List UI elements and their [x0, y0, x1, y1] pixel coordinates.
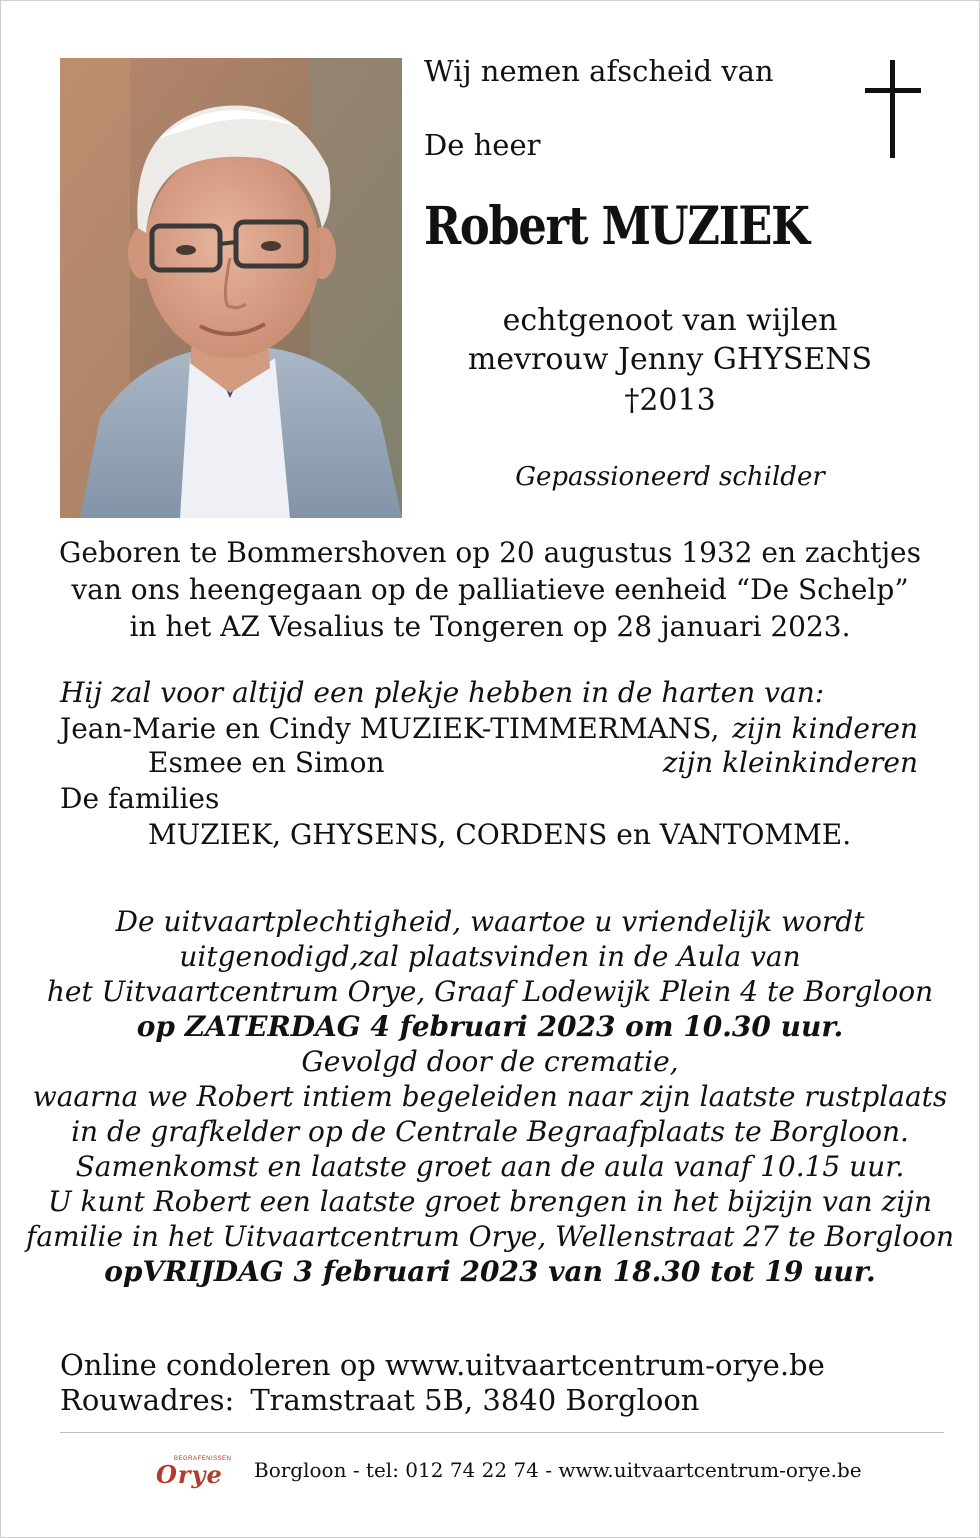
- address-label: Rouwadres:: [60, 1383, 235, 1417]
- grandchildren-label: zijn kleinkinderen: [662, 746, 918, 779]
- children-names: Jean-Marie en Cindy MUZIEK-TIMMERMANS,: [60, 712, 720, 745]
- footer-divider: [60, 1432, 944, 1433]
- orye-logo: [152, 1454, 232, 1494]
- birth-line: van ons heengegaan op de palliatieve eenheid “De Schelp”: [71, 573, 909, 606]
- salutation: De heer: [424, 128, 541, 162]
- spouse-line-1: echtgenoot van wijlen: [502, 303, 838, 338]
- logo-subtext: BEGRAFENISSEN: [174, 1456, 232, 1462]
- cross-icon: [865, 60, 921, 160]
- mourners-intro: Hij zal voor altijd een plekje hebben in de harten van:: [60, 676, 825, 709]
- funeral-line: uitgenodigd,zal plaatsvinden in de Aula van: [179, 940, 801, 973]
- families-names: MUZIEK, GHYSENS, CORDENS en VANTOMME.: [148, 818, 852, 851]
- funeral-line: U kunt Robert een laatste groet brengen in het bijzijn van zijn: [47, 1185, 933, 1218]
- funeral-line: Samenkomst en laatste groet aan de aula vanaf 10.15 uur.: [75, 1150, 905, 1183]
- mourning-address: [60, 1383, 699, 1417]
- address-value: Tramstraat 5B, 3840 Borgloon: [250, 1383, 700, 1417]
- spouse-line-3: †2013: [624, 383, 716, 418]
- logo-text: Orye: [156, 1460, 223, 1489]
- funeral-date: op ZATERDAG 4 februari 2023 om 10.30 uur.: [136, 1010, 844, 1043]
- visitation-date: opVRIJDAG 3 februari 2023 van 18.30 tot 19 uur.: [104, 1255, 876, 1288]
- occupation: Gepassioneerd schilder: [515, 462, 825, 492]
- funeral-line: De uitvaartplechtigheid, waartoe u vriendelijk wordt: [115, 905, 865, 938]
- intro-text: Wij nemen afscheid van: [424, 54, 774, 88]
- portrait-photo: [60, 58, 402, 518]
- children-label: zijn kinderen: [732, 712, 918, 745]
- funeral-line: familie in het Uitvaartcentrum Orye, Wellenstraat 27 te Borgloon: [26, 1220, 954, 1253]
- funeral-line: waarna we Robert intiem begeleiden naar zijn laatste rustplaats: [32, 1080, 948, 1113]
- funeral-details: [20, 904, 960, 1289]
- grandchildren-names: Esmee en Simon: [148, 746, 385, 779]
- online-condolence[interactable]: Online condoleren op www.uitvaartcentrum-orye.be: [60, 1348, 825, 1382]
- birth-death-text: [20, 534, 960, 645]
- footer-contact[interactable]: Borgloon - tel: 012 74 22 74 - www.uitvaartcentrum-orye.be: [254, 1458, 862, 1482]
- spouse-line-2: mevrouw Jenny GHYSENS: [467, 342, 873, 377]
- birth-line: Geboren te Bommershoven op 20 augustus 1932 en zachtjes: [59, 536, 921, 569]
- funeral-line: het Uitvaartcentrum Orye, Graaf Lodewijk Plein 4 te Borgloon: [46, 975, 934, 1008]
- birth-line: in het AZ Vesalius te Tongeren op 28 januari 2023.: [129, 610, 851, 643]
- funeral-line: in de grafkelder op de Centrale Begraafplaats te Borgloon.: [71, 1115, 909, 1148]
- funeral-line: Gevolgd door de crematie,: [301, 1045, 679, 1078]
- families-label: De families: [60, 782, 220, 815]
- deceased-name: Robert MUZIEK: [424, 196, 809, 257]
